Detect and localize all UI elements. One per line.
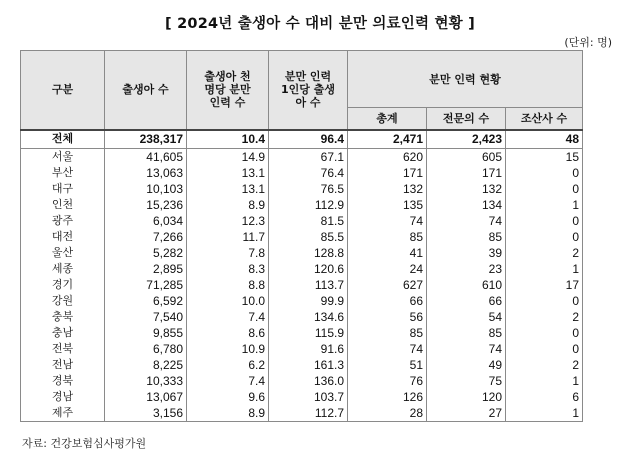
- total-row: [21, 130, 583, 149]
- cell-specialist: 75: [427, 373, 506, 389]
- cell-births: 2,895: [105, 261, 187, 277]
- table-row: [21, 405, 583, 422]
- cell-births: 7,266: [105, 229, 187, 245]
- cell-specialist: 605: [427, 148, 506, 165]
- cell-region: 인천: [21, 197, 105, 213]
- header-staff-status: 분만 인력 현황: [348, 51, 583, 108]
- cell-births-per-staff: 96.4: [269, 130, 348, 149]
- cell-midwife: 2: [506, 245, 583, 261]
- cell-per-1000: 8.8: [187, 277, 269, 293]
- header-midwife: 조산사 수: [506, 108, 583, 130]
- cell-specialist: 610: [427, 277, 506, 293]
- cell-births-per-staff: 81.5: [269, 213, 348, 229]
- table-row: [21, 293, 583, 309]
- header-births: 출생아 수: [105, 51, 187, 130]
- cell-births-per-staff: 112.9: [269, 197, 348, 213]
- cell-specialist: 49: [427, 357, 506, 373]
- cell-total: 171: [348, 165, 427, 181]
- cell-births-per-staff: 115.9: [269, 325, 348, 341]
- cell-specialist: 171: [427, 165, 506, 181]
- cell-births-per-staff: 76.5: [269, 181, 348, 197]
- cell-total: 132: [348, 181, 427, 197]
- cell-births: 15,236: [105, 197, 187, 213]
- cell-region: 대전: [21, 229, 105, 245]
- cell-births-per-staff: 91.6: [269, 341, 348, 357]
- cell-births: 6,034: [105, 213, 187, 229]
- cell-births-per-staff: 120.6: [269, 261, 348, 277]
- table-row: [21, 277, 583, 293]
- data-table: [20, 50, 583, 422]
- cell-midwife: 0: [506, 165, 583, 181]
- cell-midwife: 0: [506, 181, 583, 197]
- cell-midwife: 1: [506, 261, 583, 277]
- cell-births-per-staff: 128.8: [269, 245, 348, 261]
- cell-births: 6,780: [105, 341, 187, 357]
- cell-region: 경기: [21, 277, 105, 293]
- cell-midwife: 6: [506, 389, 583, 405]
- cell-births-per-staff: 134.6: [269, 309, 348, 325]
- cell-per-1000: 12.3: [187, 213, 269, 229]
- cell-births: 3,156: [105, 405, 187, 422]
- cell-per-1000: 8.6: [187, 325, 269, 341]
- cell-total: 56: [348, 309, 427, 325]
- cell-specialist: 85: [427, 229, 506, 245]
- header-total: 총계: [348, 108, 427, 130]
- cell-births: 10,103: [105, 181, 187, 197]
- cell-total: 28: [348, 405, 427, 422]
- cell-midwife: 48: [506, 130, 583, 149]
- cell-births: 238,317: [105, 130, 187, 149]
- cell-per-1000: 9.6: [187, 389, 269, 405]
- cell-region: 전남: [21, 357, 105, 373]
- table-row: [21, 148, 583, 165]
- cell-births-per-staff: 112.7: [269, 405, 348, 422]
- cell-region: 광주: [21, 213, 105, 229]
- table-row: [21, 165, 583, 181]
- cell-specialist: 27: [427, 405, 506, 422]
- cell-specialist: 132: [427, 181, 506, 197]
- cell-midwife: 2: [506, 357, 583, 373]
- cell-per-1000: 8.9: [187, 405, 269, 422]
- cell-region: 대구: [21, 181, 105, 197]
- table-row: [21, 213, 583, 229]
- table-body: [21, 130, 583, 422]
- table-row: [21, 181, 583, 197]
- cell-births: 10,333: [105, 373, 187, 389]
- cell-per-1000: 10.4: [187, 130, 269, 149]
- cell-total: 51: [348, 357, 427, 373]
- cell-region: 충북: [21, 309, 105, 325]
- table-row: [21, 245, 583, 261]
- cell-midwife: 1: [506, 405, 583, 422]
- cell-region: 울산: [21, 245, 105, 261]
- table-row: [21, 357, 583, 373]
- cell-births-per-staff: 161.3: [269, 357, 348, 373]
- table-row: [21, 197, 583, 213]
- cell-total: 620: [348, 148, 427, 165]
- cell-midwife: 0: [506, 325, 583, 341]
- header-specialist: 전문의 수: [427, 108, 506, 130]
- cell-region: 세종: [21, 261, 105, 277]
- cell-midwife: 0: [506, 293, 583, 309]
- cell-per-1000: 8.9: [187, 197, 269, 213]
- cell-region: 경북: [21, 373, 105, 389]
- cell-total: 85: [348, 325, 427, 341]
- cell-births: 6,592: [105, 293, 187, 309]
- cell-midwife: 0: [506, 213, 583, 229]
- table-row: [21, 229, 583, 245]
- cell-births: 5,282: [105, 245, 187, 261]
- cell-region: 전북: [21, 341, 105, 357]
- table-row: [21, 341, 583, 357]
- cell-per-1000: 7.4: [187, 309, 269, 325]
- cell-births: 9,855: [105, 325, 187, 341]
- cell-total: 2,471: [348, 130, 427, 149]
- cell-per-1000: 11.7: [187, 229, 269, 245]
- cell-births: 13,063: [105, 165, 187, 181]
- cell-total: 74: [348, 341, 427, 357]
- cell-total: 85: [348, 229, 427, 245]
- header-per-1000: 출생아 천 명당 분만 인력 수: [187, 51, 269, 130]
- cell-births-per-staff: 103.7: [269, 389, 348, 405]
- cell-specialist: 23: [427, 261, 506, 277]
- cell-births-per-staff: 99.9: [269, 293, 348, 309]
- cell-births: 7,540: [105, 309, 187, 325]
- cell-specialist: 66: [427, 293, 506, 309]
- cell-midwife: 15: [506, 148, 583, 165]
- cell-region: 충남: [21, 325, 105, 341]
- cell-specialist: 2,423: [427, 130, 506, 149]
- cell-total: 135: [348, 197, 427, 213]
- cell-region: 경남: [21, 389, 105, 405]
- cell-per-1000: 13.1: [187, 181, 269, 197]
- cell-region: 서울: [21, 148, 105, 165]
- header-region: 구분: [21, 51, 105, 130]
- cell-specialist: 120: [427, 389, 506, 405]
- unit-label: (단위: 명): [564, 36, 612, 49]
- cell-specialist: 74: [427, 341, 506, 357]
- cell-specialist: 39: [427, 245, 506, 261]
- cell-total: 126: [348, 389, 427, 405]
- cell-births-per-staff: 76.4: [269, 165, 348, 181]
- cell-specialist: 74: [427, 213, 506, 229]
- cell-region: 강원: [21, 293, 105, 309]
- cell-per-1000: 6.2: [187, 357, 269, 373]
- table-row: [21, 373, 583, 389]
- cell-births: 71,285: [105, 277, 187, 293]
- cell-births: 13,067: [105, 389, 187, 405]
- cell-total: 41: [348, 245, 427, 261]
- cell-births-per-staff: 67.1: [269, 148, 348, 165]
- cell-per-1000: 13.1: [187, 165, 269, 181]
- cell-per-1000: 10.9: [187, 341, 269, 357]
- source-note: 자료: 건강보험심사평가원: [22, 437, 147, 450]
- cell-births-per-staff: 85.5: [269, 229, 348, 245]
- cell-specialist: 134: [427, 197, 506, 213]
- cell-midwife: 17: [506, 277, 583, 293]
- cell-births: 41,605: [105, 148, 187, 165]
- page-title: [ 2024년 출생아 수 대비 분만 의료인력 현황 ]: [165, 16, 475, 32]
- cell-total: 66: [348, 293, 427, 309]
- cell-specialist: 54: [427, 309, 506, 325]
- cell-region: 제주: [21, 405, 105, 422]
- cell-total: 24: [348, 261, 427, 277]
- cell-midwife: 0: [506, 229, 583, 245]
- cell-midwife: 2: [506, 309, 583, 325]
- cell-total: 76: [348, 373, 427, 389]
- cell-region: 부산: [21, 165, 105, 181]
- cell-per-1000: 10.0: [187, 293, 269, 309]
- header-births-per-staff: 분만 인력 1인당 출생아 수: [269, 51, 348, 130]
- table-row: [21, 325, 583, 341]
- cell-region: 전체: [21, 130, 105, 149]
- cell-specialist: 85: [427, 325, 506, 341]
- cell-per-1000: 8.3: [187, 261, 269, 277]
- table-row: [21, 309, 583, 325]
- cell-births-per-staff: 136.0: [269, 373, 348, 389]
- cell-per-1000: 7.4: [187, 373, 269, 389]
- table-row: [21, 389, 583, 405]
- cell-midwife: 1: [506, 373, 583, 389]
- cell-per-1000: 7.8: [187, 245, 269, 261]
- cell-births: 8,225: [105, 357, 187, 373]
- cell-per-1000: 14.9: [187, 148, 269, 165]
- cell-midwife: 1: [506, 197, 583, 213]
- cell-total: 74: [348, 213, 427, 229]
- cell-midwife: 0: [506, 341, 583, 357]
- cell-total: 627: [348, 277, 427, 293]
- cell-births-per-staff: 113.7: [269, 277, 348, 293]
- table-row: [21, 261, 583, 277]
